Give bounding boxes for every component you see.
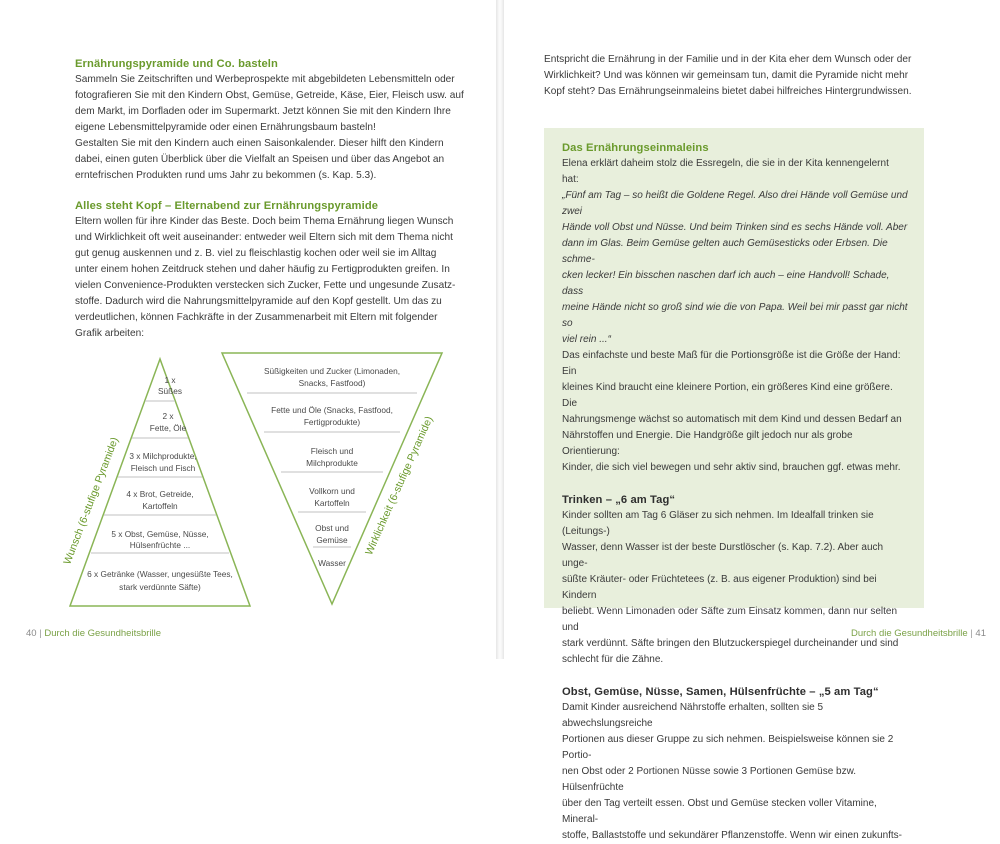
wirklichkeit-label: Wirklichkeit (6-stufige Pyramide) — [363, 414, 436, 557]
left-footer — [26, 628, 161, 639]
text-line: Eltern wollen für ihre Kinder das Beste. Doch beim Thema Ernährung liegen Wunsch — [75, 216, 454, 227]
portion-paragraph — [562, 348, 908, 476]
inverted-level-label: Fleisch und — [310, 446, 354, 456]
trinken-heading: Trinken – „6 am Tag“ — [562, 494, 676, 506]
inverted-level-label: Vollkorn und — [309, 486, 355, 496]
inverted-level-label: Kartoffeln — [314, 498, 350, 508]
right-page — [504, 0, 1000, 841]
quote-line: dann im Glas. Beim Gemüse gelten auch Gemüsesticks oder Erbsen. Die schme- — [562, 238, 888, 265]
box-heading: Das Ernährungseinmaleins — [562, 142, 709, 154]
text-line: Entspricht die Ernährung in der Familie und in der Kita eher dem Wunsch oder der — [544, 54, 912, 65]
text-line: süßte Kräuter- oder Früchtetees (z. B. aus eigener Produktion) sind bei Kindern — [562, 574, 877, 601]
text-line: fotografieren Sie mit den Kindern Obst, Gemüse, Getreide, Käse, Eier, Fleisch usw. auf — [75, 90, 464, 101]
text-line: verdeutlichen, können Fachkräfte in der Zusammenarbeit mit Eltern mit folgender — [75, 312, 438, 323]
section-elternabend — [75, 198, 475, 342]
text-line: stoffe. Dadurch wird die Nahrungsmittelpyramide auf den Kopf gestellt. Um das zu — [75, 296, 442, 307]
running-title: Durch die Gesundheitsbrille — [850, 628, 968, 639]
text-line: Kinder, die sich viel bewegen und sehr aktiv sind, brauchen ggf. etwas mehr. — [562, 462, 901, 473]
quote-line: „Fünf am Tag – so heißt die Goldene Regel. Also drei Hände voll Gemüse und zwei — [562, 190, 908, 217]
quote — [562, 188, 908, 348]
pyramid-level-label: Süßes — [158, 386, 182, 396]
text-line: erntefrischen Produkten rund ums Jahr zu bekommen (s. Kap. 5.3). — [75, 170, 377, 181]
footer-separator: | — [970, 628, 973, 639]
text-line: Das einfachste und beste Maß für die Portionsgröße ist die Größe der Hand: Ein — [562, 350, 901, 377]
intro-paragraph — [544, 52, 964, 100]
pyramid-level-label: Kartoffeln — [142, 501, 178, 511]
pyramid-level-label: 6 x Getränke (Wasser, ungesüßte Tees, — [87, 569, 233, 579]
text-line: eigene Lebensmittelpyramide oder einen Ernährungsbaum basteln! — [75, 122, 376, 133]
inverted-level-label: Fette und Öle (Snacks, Fastfood, — [271, 405, 393, 415]
text-line: über den Tag verteilt essen. Obst und Gemüse stecken voller Vitamine, Mineral- — [562, 798, 877, 825]
text-line: unter einem hohen Zeitdruck stehen und daher häufig zu Fertigprodukten greifen. In — [75, 264, 450, 275]
section-heading: Ernährungspyramide und Co. basteln — [75, 58, 278, 70]
text-line: Nährstoffen und Energie. Die Handgröße gilt jedoch nur als grobe Orientierung: — [562, 430, 853, 457]
book-gutter — [496, 0, 504, 659]
text-line: Kinder sollten am Tag 6 Gläser zu sich nehmen. Im Idealfall trinken sie (Leitungs-) — [562, 510, 874, 537]
pyramid-level-label: Hülsenfrüchte ... — [129, 540, 191, 550]
text-line: dem Markt, im Dorfladen oder im Supermarkt. Jetzt können Sie mit den Kindern Ihre — [75, 106, 451, 117]
pyramid-level-label: stark verdünnte Säfte) — [119, 582, 201, 592]
pyramid-level-label: Fette, Öle — [149, 423, 187, 433]
inverted-level-label: Fertigprodukte) — [303, 417, 361, 427]
text-line: und Wirklichkeit oft weit auseinander: entweder weil Eltern sich mit dem Thema nicht — [75, 232, 453, 243]
inverted-level-label: Wasser — [318, 558, 346, 568]
inverted-level-label: Süßigkeiten und Zucker (Limonaden, — [263, 366, 401, 376]
text-line: beliebt. Wenn Limonaden oder Säfte zum Einsatz kommen, dann nur selten und — [562, 606, 898, 633]
text-line: schlecht für die Zähne. — [562, 654, 664, 665]
quote-line: Hände voll Obst und Nüsse. Und beim Trinken sind es sechs Hände voll. Aber — [562, 222, 908, 233]
text-line: gut genug auskennen und z. B. viel zu fleischlastig kochen oder weil sie im Alltag — [75, 248, 437, 259]
section-body — [75, 72, 475, 184]
quote-line: meine Hände nicht so groß sind wie die von Papa. Weil bei mir passt gar nicht so — [562, 302, 908, 329]
text-line: Grafik arbeiten: — [75, 328, 145, 339]
text-line: nen Obst oder 2 Portionen Nüsse sowie 3 Portionen Gemüse bzw. Hülsenfrüchte — [562, 766, 857, 793]
obst-paragraph — [562, 700, 908, 844]
wunsch-label: Wunsch (6-stufige Pyramide) — [61, 435, 122, 567]
text-line: Damit Kinder ausreichend Nährstoffe erhalten, sollten sie 5 abwechslungsreiche — [562, 702, 824, 729]
text-line: kleines Kind braucht eine kleinere Portion, ein größeres Kind eine größere. Die — [562, 382, 893, 409]
obst-heading: Obst, Gemüse, Nüsse, Samen, Hülsenfrüchte – „5 am Tag“ — [562, 686, 879, 698]
quote-line: cken lecker! Ein bisschen naschen darf ich auch – eine Handvoll! Schade, dass — [562, 270, 890, 297]
text-line: stoffe, Ballaststoffe und sekundärer Pflanzenstoffe. Wenn wir einen zukunfts- — [562, 830, 903, 841]
pyramid-level-label: 4 x Brot, Getreide, — [126, 489, 194, 499]
text-line: dabei, einen guten Überblick über die Vielfalt an Speisen und über das Angebot an — [75, 154, 445, 165]
right-footer — [851, 628, 986, 639]
running-title: Durch die Gesundheitsbrille — [44, 628, 162, 639]
text-line: Portionen aus dieser Gruppe zu sich nehmen. Beispielsweise können sie 2 Portio- — [562, 734, 894, 761]
text-line: Sammeln Sie Zeitschriften und Werbeprospekte mit abgebildeten Lebensmitteln oder — [75, 74, 455, 85]
text-line: Wasser, denn Wasser ist der beste Durstlöscher (s. Kap. 7.2). Aber auch unge- — [562, 542, 884, 569]
inverted-level-label: Gemüse — [316, 535, 348, 545]
inverted-level-label: Snacks, Fastfood) — [298, 378, 366, 388]
inverted-level-label: Milchprodukte — [306, 458, 358, 468]
section-basteln — [75, 56, 475, 184]
page-number: 40 — [26, 628, 37, 639]
page-number: 41 — [975, 628, 986, 639]
pyramid-level-label: Fleisch und Fisch — [130, 463, 196, 473]
info-box-content — [562, 140, 908, 844]
left-page — [0, 0, 496, 659]
text-line: Kopf steht? Das Ernährungseinmaleins bietet dabei hilfreiches Hintergrundwissen. — [544, 86, 912, 97]
text-line: Elena erklärt daheim stolz die Essregeln, die sie in der Kita kennengelernt hat: — [562, 158, 889, 185]
text-line: stark verdünnt. Säfte bringen den Blutzuckerspiegel durcheinander und sind — [562, 638, 899, 649]
quote-line: viel rein ...“ — [562, 334, 611, 345]
footer-separator: | — [39, 628, 42, 639]
pyramid-level-label: 3 x Milchprodukte, — [129, 451, 197, 461]
pyramid-diagram — [60, 348, 460, 613]
section-body — [75, 214, 475, 342]
inverted-level-label: Obst und — [315, 523, 349, 533]
trinken-paragraph — [562, 508, 908, 668]
text-line: vielen Convenience-Produkten verstecken sich Zucker, Fette und ungesunde Zusatz- — [75, 280, 456, 291]
text-line: Nahrungsmenge wächst so automatisch mit dem Kind und dessen Bedarf an — [562, 414, 902, 425]
section-heading: Alles steht Kopf – Elternabend zur Ernährungspyramide — [75, 200, 379, 212]
text-line: Wirklichkeit? Und was können wir gemeinsam tun, damit die Pyramide nicht mehr — [544, 70, 909, 81]
pyramid-level-label: 1 x — [164, 375, 176, 385]
pyramid-level-label: 2 x — [162, 411, 174, 421]
text-line: Gestalten Sie mit den Kindern auch einen Saisonkalender. Dieser hilft den Kindern — [75, 138, 444, 149]
pyramid-level-label: 5 x Obst, Gemüse, Nüsse, — [111, 529, 209, 539]
